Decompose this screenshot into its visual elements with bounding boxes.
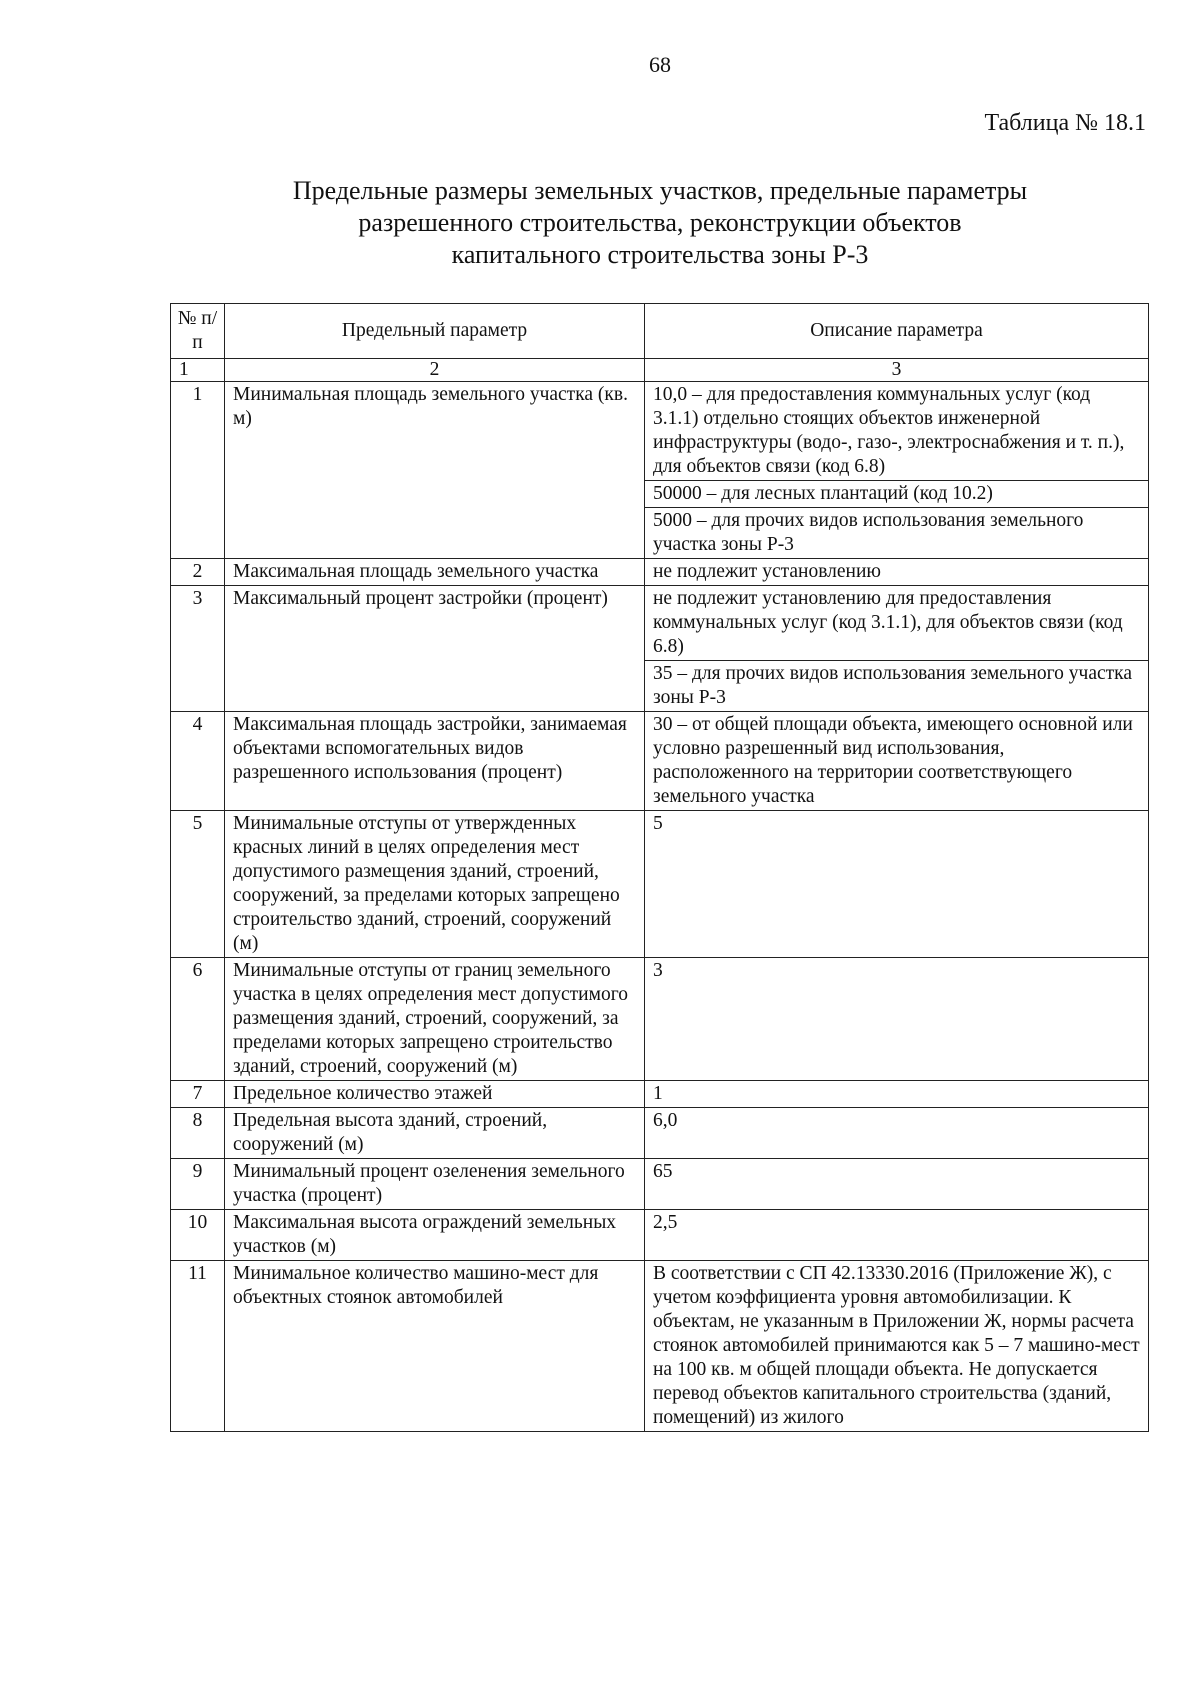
row-param: Минимальная площадь земельного участка (кв. м) <box>225 382 645 559</box>
row-num: 9 <box>171 1159 225 1210</box>
parameters-table <box>170 303 1149 1432</box>
column-index: 3 <box>645 359 1149 382</box>
row-param: Максимальная площадь застройки, занимаемая объектами вспомогательных видов разрешенного использования (процент) <box>225 712 645 811</box>
row-num: 1 <box>171 382 225 559</box>
row-num: 7 <box>171 1081 225 1108</box>
row-param: Максимальный процент застройки (процент) <box>225 586 645 712</box>
row-desc: 5000 – для прочих видов использования земельного участка зоны Р-3 <box>645 508 1149 559</box>
row-param: Максимальная площадь земельного участка <box>225 559 645 586</box>
row-desc: 5 <box>645 811 1149 958</box>
row-param: Минимальные отступы от утвержденных красных линий в целях определения мест допустимого размещения зданий, строений, сооружений, за пределами которых запрещено строительство зданий, строений, сооружений (м) <box>225 811 645 958</box>
row-num: 4 <box>171 712 225 811</box>
table-row <box>171 712 1149 811</box>
row-param: Минимальный процент озеленения земельного участка (процент) <box>225 1159 645 1210</box>
row-desc: 6,0 <box>645 1108 1149 1159</box>
header-num: № п/п <box>171 304 225 359</box>
row-num: 2 <box>171 559 225 586</box>
row-desc: 2,5 <box>645 1210 1149 1261</box>
header-param: Предельный параметр <box>225 304 645 359</box>
table-row <box>171 382 1149 481</box>
title-line: капитального строительства зоны Р-3 <box>451 240 869 269</box>
row-num: 11 <box>171 1261 225 1432</box>
table-row <box>171 559 1149 586</box>
column-index: 2 <box>225 359 645 382</box>
table-row <box>171 586 1149 661</box>
title-line: Предельные размеры земельных участков, предельные параметры <box>292 176 1028 205</box>
table-row <box>171 1108 1149 1159</box>
row-num: 8 <box>171 1108 225 1159</box>
title-line: разрешенного строительства, реконструкции объектов <box>358 208 962 237</box>
row-desc: 10,0 – для предоставления коммунальных услуг (код 3.1.1) отдельно стоящих объектов инженерной инфраструктуры (водо-, газо-, электроснабжения и т. п.), для объектов связи (код 6.8) <box>645 382 1149 481</box>
row-param: Предельная высота зданий, строений, сооружений (м) <box>225 1108 645 1159</box>
column-index-row <box>171 359 1149 382</box>
document-title <box>160 175 1160 271</box>
row-param: Минимальные отступы от границ земельного участка в целях определения мест допустимого размещения зданий, строений, сооружений, за пределами которых запрещено строительство зданий, строений, сооружений (м) <box>225 958 645 1081</box>
row-desc: 35 – для прочих видов использования земельного участка зоны Р-3 <box>645 661 1149 712</box>
row-desc: 30 – от общей площади объекта, имеющего основной или условно разрешенный вид использования, расположенного на территории соответствующего земельного участка <box>645 712 1149 811</box>
table-row <box>171 1159 1149 1210</box>
table-label: Таблица № 18.1 <box>984 110 1146 136</box>
row-desc: 50000 – для лесных плантаций (код 10.2) <box>645 481 1149 508</box>
table-row <box>171 811 1149 958</box>
row-desc: В соответствии с СП 42.13330.2016 (Приложение Ж), с учетом коэффициента уровня автомобилизации. К объектам, не указанным в Приложении Ж, нормы расчета стоянок автомобилей принимаются как 5 – 7 машино-мест на 100 кв. м общей площади объекта. Не допускается перевод объектов капитального строительства (зданий, помещений) из жилого <box>645 1261 1149 1432</box>
row-num: 3 <box>171 586 225 712</box>
row-num: 6 <box>171 958 225 1081</box>
row-desc: не подлежит установлению для предоставления коммунальных услуг (код 3.1.1), для объектов связи (код 6.8) <box>645 586 1149 661</box>
table-row <box>171 1210 1149 1261</box>
row-param: Минимальное количество машино-мест для объектных стоянок автомобилей <box>225 1261 645 1432</box>
page-number: 68 <box>649 52 671 77</box>
row-desc: не подлежит установлению <box>645 559 1149 586</box>
table-row <box>171 958 1149 1081</box>
table-header-row <box>171 304 1149 359</box>
header-desc: Описание параметра <box>645 304 1149 359</box>
row-num: 10 <box>171 1210 225 1261</box>
row-desc: 1 <box>645 1081 1149 1108</box>
row-num: 5 <box>171 811 225 958</box>
table-row <box>171 1261 1149 1432</box>
row-param: Максимальная высота ограждений земельных участков (м) <box>225 1210 645 1261</box>
row-desc: 65 <box>645 1159 1149 1210</box>
row-param: Предельное количество этажей <box>225 1081 645 1108</box>
table-row <box>171 1081 1149 1108</box>
column-index: 1 <box>171 359 225 382</box>
row-desc: 3 <box>645 958 1149 1081</box>
